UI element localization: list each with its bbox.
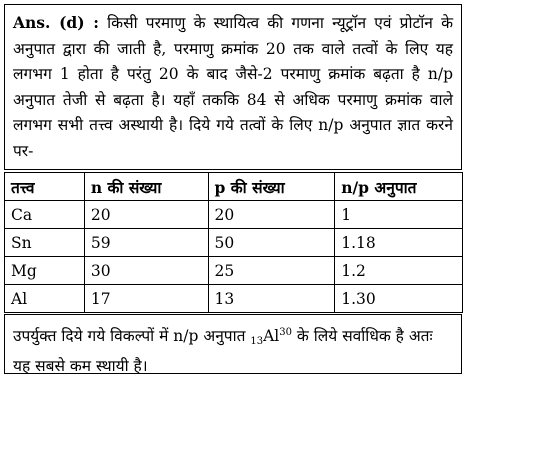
cell-neutrons: 59 (84, 229, 208, 257)
conclusion-text-before: उपर्युक्त दिये गये विकल्पों में n/p अनुपात (13, 327, 251, 345)
header-ratio: n/p अनुपात (335, 173, 463, 201)
answer-label: Ans. (d) : (13, 13, 99, 32)
atomic-number: 13 (250, 336, 264, 347)
header-protons: p की संख्या (208, 173, 335, 201)
conclusion (4, 314, 462, 374)
cell-protons: 20 (208, 201, 335, 229)
header-neutrons: n की संख्या (84, 173, 208, 201)
table-row (5, 201, 463, 229)
cell-ratio: 1.2 (335, 257, 463, 285)
cell-protons: 50 (208, 229, 335, 257)
table-header-row (5, 173, 463, 201)
cell-ratio: 1.30 (335, 285, 463, 313)
cell-element: Mg (5, 257, 85, 285)
mass-number: 30 (279, 327, 292, 338)
answer-text: किसी परमाणु के स्थायित्व की गणना न्यूट्रॉन एवं प्रोटॉन के अनुपात द्वारा की जाती है, परमाणु क्रमांक 20 तक वाले तत्वों के लिए यह लगभग 1 होता है परंतु 20 के बाद जैसे-2 परमाणु क्रमांक बढ़ता है n/p अनुपात तेजी से बढ़ता है। यहाँ तककि 84 से अधिक परमाणु क्रमांक वाले लगभग सभी तत्त्व अस्थायी है। दिये गये तत्वों के लिए n/p अनुपात ज्ञात करने पर- (13, 14, 454, 160)
cell-neutrons: 30 (84, 257, 208, 285)
table-row (5, 285, 463, 313)
cell-neutrons: 20 (84, 201, 208, 229)
cell-element: Al (5, 285, 85, 313)
table-row (5, 257, 463, 285)
cell-neutrons: 17 (84, 285, 208, 313)
cell-ratio: 1 (335, 201, 463, 229)
answer-explanation (4, 4, 462, 170)
cell-protons: 25 (208, 257, 335, 285)
element-symbol: Al (263, 327, 280, 345)
conclusion-text-after: के लिये सर्वाधिक है अतः यह सबसे कम स्थायी है। (13, 327, 433, 375)
cell-element: Ca (5, 201, 85, 229)
cell-element: Sn (5, 229, 85, 257)
table-row (5, 229, 463, 257)
header-element: तत्त्व (5, 173, 85, 201)
cell-protons: 13 (208, 285, 335, 313)
np-ratio-table (4, 172, 463, 313)
cell-ratio: 1.18 (335, 229, 463, 257)
